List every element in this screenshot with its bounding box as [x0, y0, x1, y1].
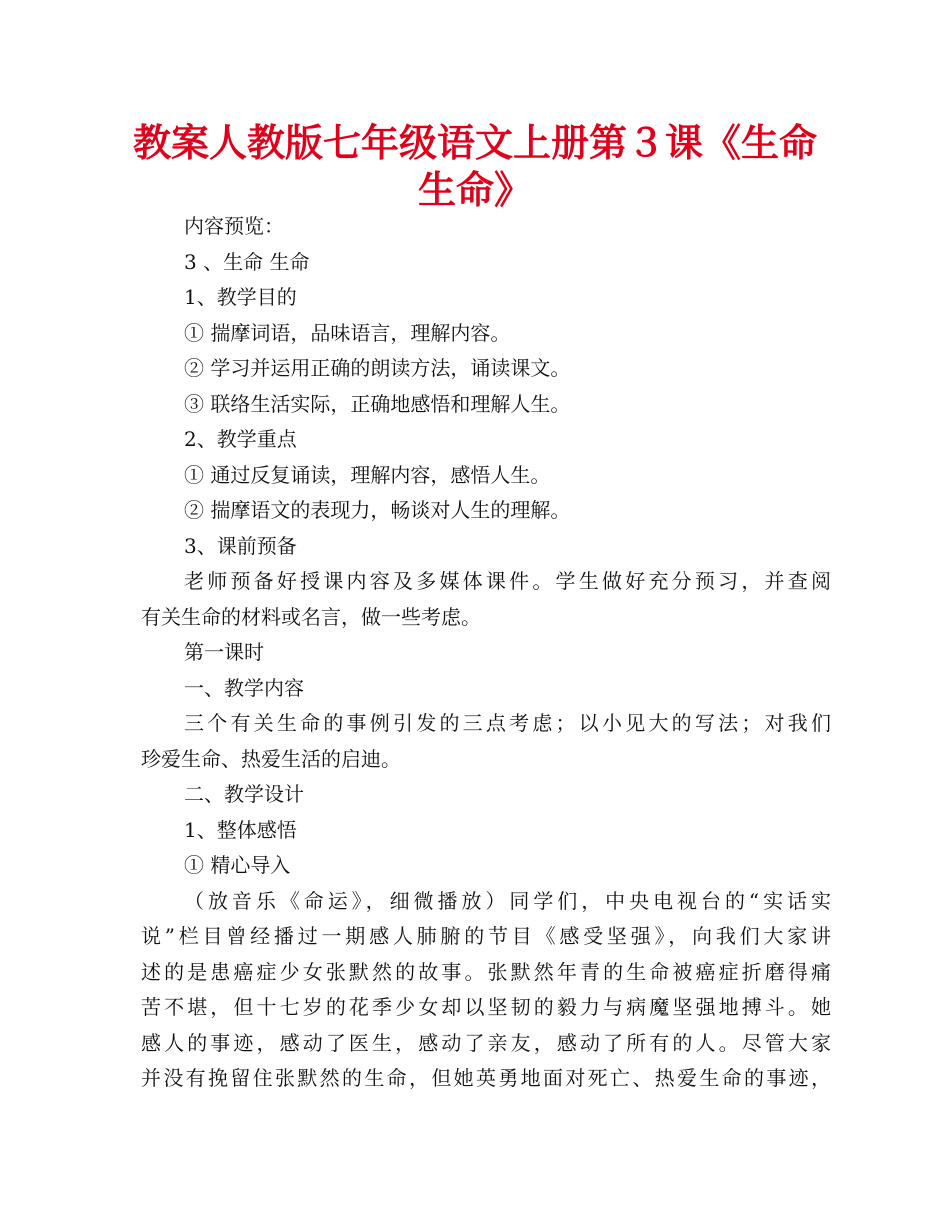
teaching-content-heading: 一、教学内容 [184, 675, 304, 700]
preparation-paragraph-line-2: 有关生命的材料或名言，做一些考虑。 [141, 604, 481, 629]
preview-label: 内容预览： [184, 214, 284, 238]
preparation-paragraph-line-1: 老师预备好授课内容及多媒体课件。学生做好充分预习，并查阅 [184, 569, 831, 593]
focus-item-2: ② 揣摩语文的表现力，畅谈对人生的理解。 [184, 498, 571, 522]
intro-paragraph-line-5: 感人的事迹，感动了医生，感动了亲友，感动了所有的人。尽管大家 [141, 1030, 831, 1055]
intro-paragraph-line-6: 并没有挽留住张默然的生命，但她英勇地面对死亡、热爱生命的事迹， [141, 1066, 831, 1090]
objective-item-2: ② 学习并运用正确的朗读方法，诵读课文。 [184, 356, 571, 380]
teaching-design-subheading: 1、整体感悟 [184, 817, 297, 842]
teaching-content-line-1: 三个有关生命的事例引发的三点考虑；以小见大的写法；对我们 [184, 711, 831, 735]
intro-paragraph-line-4: 苦不堪，但十七岁的花季少女却以坚韧的毅力与病魔坚强地搏斗。她 [141, 995, 831, 1019]
lesson-heading: 3 、生命 生命 [184, 249, 310, 274]
focus-heading: 2、教学重点 [184, 427, 297, 451]
objective-item-3: ③ 联络生活实际，正确地感悟和理解人生。 [184, 391, 571, 416]
page-title [60, 120, 890, 214]
intro-paragraph-line-2: 说”栏目曾经播过一期感人肺腑的节目《感受坚强》，向我们大家讲 [141, 924, 831, 948]
focus-item-1: ① 通过反复诵读，理解内容，感悟人生。 [184, 462, 551, 487]
teaching-design-heading: 二、教学设计 [184, 782, 304, 806]
teaching-content-line-2: 珍爱生命、热爱生活的启迪。 [141, 746, 401, 771]
preparation-heading: 3、课前预备 [184, 533, 297, 558]
intro-paragraph-line-3: 述的是患癌症少女张默然的故事。张默然年青的生命被癌症折磨得痛 [141, 959, 831, 984]
objective-item-1: ① 揣摩词语，品味语言，理解内容。 [184, 320, 511, 345]
objectives-heading: 1、教学目的 [184, 285, 297, 309]
page-title-line-1: 教案人教版七年级语文上册第３课《生命 [132, 121, 817, 165]
intro-paragraph-line-1: （放音乐《命运》，细微播放）同学们，中央电视台的“实话实 [184, 888, 831, 913]
teaching-design-item-heading: ① 精心导入 [184, 853, 291, 877]
document-body [141, 209, 831, 1097]
first-period-heading: 第一课时 [184, 640, 264, 664]
page-title-line-2: 生命》 [417, 168, 532, 212]
